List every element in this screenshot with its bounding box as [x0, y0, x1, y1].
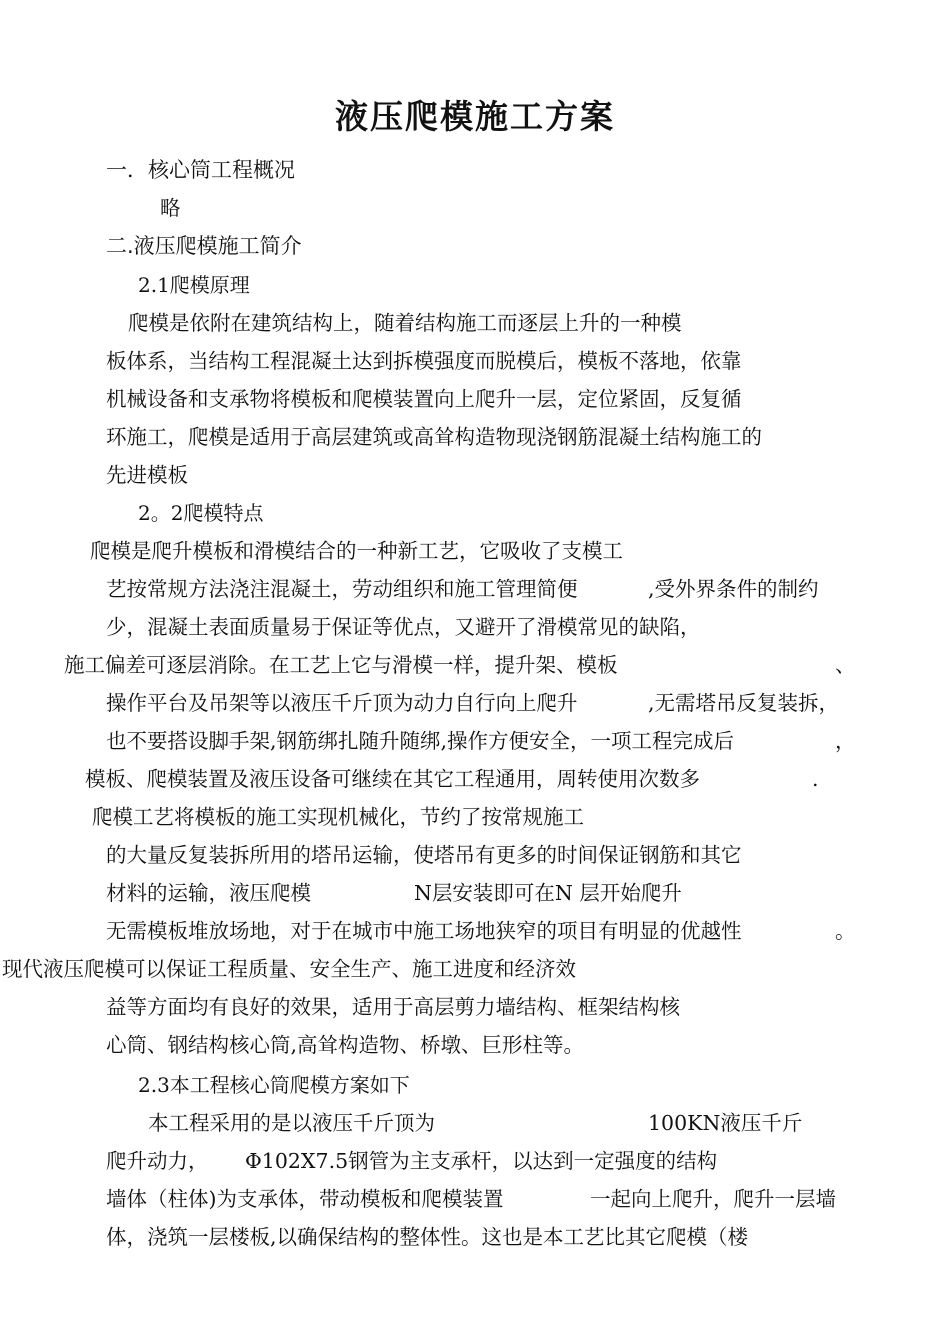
text-line-segment: 爬模是爬升模板和滑模结合的一种新工艺，它吸收了支模工	[90, 539, 623, 563]
text-line-segment: 爬升动力，	[106, 1149, 209, 1173]
text-line-segment: 少，混凝土表面质量易于保证等优点，又避开了滑模常见的缺陷，	[106, 615, 701, 639]
text-line-segment: 墙体（柱体)为支承体，带动模板和爬模装置	[106, 1187, 504, 1211]
omitted-note: 略	[160, 196, 181, 220]
text-line-segment: 环施工，爬模是适用于高层建筑或高耸构造物现浇钢筋混凝土结构施工的	[106, 425, 762, 449]
text-line-segment: 板体系，当结构工程混凝土达到拆模强度而脱模后，模板不落地，依靠	[106, 349, 742, 373]
text-line-segment: .	[812, 767, 819, 791]
text-line-segment: 也不要搭设脚手架,钢筋绑扎随升随绑,操作方便安全，一项工程完成后	[106, 729, 735, 753]
text-line-segment: 材料的运输，液压爬模	[106, 881, 311, 905]
text-line-segment: ,受外界条件的制约	[648, 577, 819, 601]
text-line-segment: 爬模工艺将模板的施工实现机械化，节约了按常规施工	[92, 805, 584, 829]
text-line-segment: 一起向上爬升，爬升一层墙	[590, 1187, 836, 1211]
page-title: 液压爬模施工方案	[335, 97, 615, 136]
text-line-segment: N层安装即可在N 层开始爬升	[414, 881, 682, 905]
subsection-heading-2-3: 2.3本工程核心筒爬模方案如下	[138, 1073, 410, 1097]
text-line-segment: 益等方面均有良好的效果，适用于高层剪力墙结构、框架结构核	[106, 995, 680, 1019]
section-heading-2: 二.液压爬模施工简介	[106, 234, 302, 258]
text-line-segment: 艺按常规方法浇注混凝土，劳动组织和施工管理简便	[106, 577, 578, 601]
text-line-segment: 施工偏差可逐层消除。在工艺上它与滑模一样，提升架、模板	[64, 653, 618, 677]
text-line-segment: 心筒、钢结构核心筒,高耸构造物、桥墩、巨形柱等。	[106, 1033, 585, 1057]
text-line-segment: 的大量反复装拆所用的塔吊运输，使塔吊有更多的时间保证钢筋和其它	[106, 843, 742, 867]
text-line-segment: 先进模板	[106, 463, 188, 487]
text-line-segment: 体，浇筑一层楼板,以确保结构的整体性。这也是本工艺比其它爬模（楼	[106, 1225, 749, 1249]
text-line-segment: 、	[835, 653, 856, 677]
text-line-segment: 爬模是依附在建筑结构上，随着结构施工而逐层上升的一种模	[128, 311, 682, 335]
text-line-segment: 模板、爬模装置及液压设备可继续在其它工程通用，周转使用次数多	[85, 767, 700, 791]
text-line-segment: 。	[835, 919, 856, 943]
text-line-segment: 现代液压爬模可以保证工程质量、安全生产、施工进度和经济效	[2, 957, 576, 981]
text-line-segment: 操作平台及吊架等以液压千斤顶为动力自行向上爬升	[106, 691, 578, 715]
text-line-segment: ，	[835, 729, 856, 753]
subsection-heading-2-1: 2.1爬模原理	[138, 273, 250, 297]
subsection-heading-2-2: 2。2爬模特点	[138, 501, 264, 525]
text-line-segment: Φ102X7.5钢管为主支承杆，以达到一定强度的结构	[245, 1149, 718, 1173]
text-line-segment: 100KN液压千斤	[648, 1111, 803, 1135]
text-line-segment: 机械设备和支承物将模板和爬模装置向上爬升一层，定位紧固，反复循	[106, 387, 742, 411]
section-heading-1: 一．核心筒工程概况	[106, 158, 295, 182]
text-line-segment: 本工程采用的是以液压千斤顶为	[148, 1111, 435, 1135]
text-line-segment: ,无需塔吊反复装拆，	[648, 691, 840, 715]
text-line-segment: 无需模板堆放场地，对于在城市中施工场地狭窄的项目有明显的优越性	[106, 919, 742, 943]
